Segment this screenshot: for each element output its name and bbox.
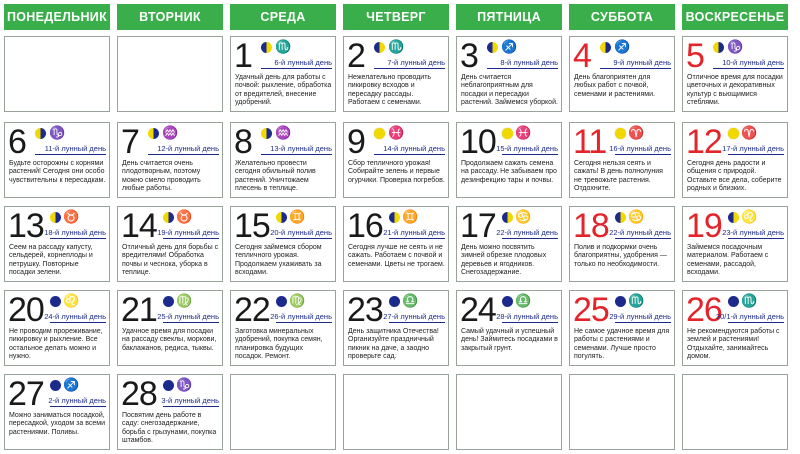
lunar-day-label: 25-й лунный день — [157, 312, 219, 321]
lunar-day-label: 23-й лунный день — [722, 228, 784, 237]
divider — [713, 68, 784, 69]
weekday-header: СУББОТА — [569, 4, 675, 30]
leo-icon: ♌ — [63, 293, 80, 308]
sagittarius-icon: ♐ — [614, 39, 631, 54]
moon-phase-icon — [261, 42, 272, 53]
lunar-day-label: 17-й лунный день — [722, 144, 784, 153]
virgo-icon: ♍ — [289, 293, 306, 308]
moon-phase-icon — [276, 212, 287, 223]
day-cell — [456, 206, 562, 282]
day-cell — [682, 206, 788, 282]
weekday-header: ВОСКРЕСЕНЬЕ — [682, 4, 788, 30]
gemini-icon: ♊ — [289, 209, 306, 224]
moon-phase-icon — [374, 42, 385, 53]
divider — [163, 406, 219, 407]
divider — [50, 238, 106, 239]
lunar-day-label: 8-й лунный день — [500, 58, 558, 67]
scorpio-icon: ♏ — [628, 293, 645, 308]
day-number: 20 — [8, 291, 44, 329]
day-number: 11 — [573, 123, 607, 161]
day-advice-text: Займемся посадочным материалом. Работаем с семенами, рассадой, всходами. — [687, 244, 769, 277]
divider — [261, 68, 332, 69]
day-number: 17 — [460, 207, 496, 245]
weekday-header: ВТОРНИК — [117, 4, 223, 30]
day-cell — [4, 374, 110, 450]
divider — [374, 154, 445, 155]
day-advice-text: Полив и подкормки очень благоприятны, удобрения — только по необходимости. — [574, 244, 667, 268]
divider — [276, 322, 332, 323]
day-advice-text: День считается неблагоприятным для посадки и пересадки растений. Займемся уборкой. — [461, 74, 558, 107]
empty-day-cell — [456, 374, 562, 450]
cancer-icon: ♋ — [628, 209, 645, 224]
lunar-day-label: 28-й лунный день — [496, 312, 558, 321]
day-advice-text: Сегодня лучше не сеять и не сажать. Работаем с почвой и семенами. Цветы не трогаем. — [348, 244, 445, 268]
lunar-day-label: 24-й лунный день — [44, 312, 106, 321]
divider — [261, 154, 332, 155]
sagittarius-icon: ♐ — [63, 377, 80, 392]
day-advice-text: День благоприятен для любых работ с почвой, семенами и растениями. — [574, 74, 655, 98]
moon-phase-icon — [50, 380, 61, 391]
divider — [163, 238, 219, 239]
moon-phase-icon — [615, 296, 626, 307]
day-advice-text: Сеем на рассаду капусту, сельдерей, корнеплоды и петрушку. Повторные посадки зелени. — [9, 244, 93, 277]
day-advice-text: Будьте осторожны с корнями растений! Сегодня они особо чувствительны к пересадкам. — [9, 160, 106, 184]
day-number: 27 — [8, 375, 44, 413]
day-advice-text: Можно заниматься посадкой, пересадкой, уходом за всеми растениями. Поливы. — [9, 412, 105, 436]
empty-day-cell — [682, 374, 788, 450]
day-cell — [569, 122, 675, 198]
moon-phase-icon — [163, 212, 174, 223]
day-number: 12 — [686, 123, 722, 161]
day-advice-text: День защитника Отечества! Организуйте праздничный пикник на даче, а заодно проверьте сад. — [348, 328, 439, 361]
capricorn-icon: ♑ — [176, 377, 193, 392]
divider — [50, 322, 106, 323]
moon-phase-icon — [389, 296, 400, 307]
day-cell — [117, 122, 223, 198]
divider — [728, 238, 784, 239]
day-cell — [4, 290, 110, 366]
lunar-day-label: 22-й лунный день — [609, 228, 671, 237]
empty-day-cell — [230, 374, 336, 450]
divider — [50, 406, 106, 407]
moon-phase-icon — [35, 128, 46, 139]
moon-phase-icon — [502, 296, 513, 307]
pisces-icon: ♓ — [515, 125, 532, 140]
lunar-day-label: 22-й лунный день — [496, 228, 558, 237]
day-advice-text: Не рекомендуются работы с землей и растениями! Отдыхайте, занимайтесь домом. — [687, 328, 780, 361]
moon-phase-icon — [487, 42, 498, 53]
day-number: 3 — [460, 37, 478, 75]
day-advice-text: Не самое удачное время для работы с растениями и семенами. Лучше просто погулять. — [574, 328, 670, 361]
virgo-icon: ♍ — [176, 293, 193, 308]
moon-phase-icon — [502, 212, 513, 223]
day-advice-text: Сбор тепличного урожая! Собирайте зелень и первые огурчики. Проверка погребов. — [348, 160, 445, 184]
scorpio-icon: ♏ — [275, 39, 292, 54]
moon-phase-icon — [600, 42, 611, 53]
divider — [276, 238, 332, 239]
calendar-grid — [4, 4, 796, 450]
lunar-day-label: 11-й лунный день — [44, 144, 106, 153]
divider — [502, 154, 558, 155]
day-cell — [343, 290, 449, 366]
lunar-day-label: 14-й лунный день — [383, 144, 445, 153]
day-cell — [4, 122, 110, 198]
day-cell — [343, 36, 449, 112]
day-advice-text: День можно посвятить зимней обрезке плодовых деревьев и ягодников. Снегозадержание. — [461, 244, 547, 277]
pisces-icon: ♓ — [388, 125, 405, 140]
day-number: 5 — [686, 37, 704, 75]
scorpio-icon: ♏ — [388, 39, 405, 54]
lunar-day-label: 10-й лунный день — [722, 58, 784, 67]
moon-phase-icon — [728, 128, 739, 139]
lunar-day-label: 19-й лунный день — [157, 228, 219, 237]
moon-phase-icon — [728, 212, 739, 223]
day-number: 13 — [8, 207, 44, 245]
day-number: 25 — [573, 291, 609, 329]
divider — [148, 154, 219, 155]
moon-phase-icon — [261, 128, 272, 139]
empty-day-cell — [4, 36, 110, 112]
weekday-header: ЧЕТВЕРГ — [343, 4, 449, 30]
divider — [615, 322, 671, 323]
aquarius-icon: ♒ — [162, 125, 179, 140]
day-advice-text: Заготовка минеральных удобрений, покупка семян, планировка будущих посадок. Ремонт. — [235, 328, 323, 361]
day-number: 16 — [347, 207, 383, 245]
day-number: 8 — [234, 123, 252, 161]
day-number: 7 — [121, 123, 139, 161]
divider — [600, 68, 671, 69]
taurus-icon: ♉ — [63, 209, 80, 224]
day-cell — [230, 206, 336, 282]
divider — [389, 322, 445, 323]
moon-phase-icon — [389, 212, 400, 223]
divider — [163, 322, 219, 323]
day-cell — [456, 290, 562, 366]
day-number: 18 — [573, 207, 609, 245]
day-cell — [682, 290, 788, 366]
day-cell — [569, 206, 675, 282]
aquarius-icon: ♒ — [275, 125, 292, 140]
cancer-icon: ♋ — [515, 209, 532, 224]
moon-phase-icon — [163, 296, 174, 307]
moon-phase-icon — [615, 212, 626, 223]
day-number: 14 — [121, 207, 157, 245]
divider — [487, 68, 558, 69]
moon-phase-icon — [148, 128, 159, 139]
day-number: 26 — [686, 291, 722, 329]
divider — [35, 154, 106, 155]
moon-phase-icon — [50, 212, 61, 223]
day-number: 23 — [347, 291, 383, 329]
day-number: 9 — [347, 123, 365, 161]
day-advice-text: Удачное время для посадки на рассаду свеклы, моркови, баклажанов, редиса, тыквы. — [122, 328, 217, 352]
day-number: 4 — [573, 37, 591, 75]
day-cell — [569, 290, 675, 366]
day-number: 24 — [460, 291, 496, 329]
divider — [374, 68, 445, 69]
divider — [615, 154, 671, 155]
lunar-day-label: 29-й лунный день — [609, 312, 671, 321]
divider — [728, 322, 784, 323]
day-number: 22 — [234, 291, 270, 329]
aries-icon: ♈ — [741, 125, 758, 140]
day-cell — [682, 36, 788, 112]
day-number: 1 — [234, 37, 252, 75]
capricorn-icon: ♑ — [49, 125, 66, 140]
day-number: 19 — [686, 207, 722, 245]
lunar-day-label: 20-й лунный день — [270, 228, 332, 237]
day-advice-text: Нежелательно проводить пикировку всходов и пересадку рассады. Работаем с семенами. — [348, 74, 432, 107]
scorpio-icon: ♏ — [741, 293, 758, 308]
day-cell — [4, 206, 110, 282]
day-cell — [682, 122, 788, 198]
day-advice-text: День считается очень плодотворным, поэтому можно смело проводить любые работы. — [122, 160, 201, 193]
day-number: 21 — [121, 291, 157, 329]
lunar-day-label: 13-й лунный день — [270, 144, 332, 153]
empty-day-cell — [343, 374, 449, 450]
taurus-icon: ♉ — [176, 209, 193, 224]
leo-icon: ♌ — [741, 209, 758, 224]
aries-icon: ♈ — [628, 125, 645, 140]
divider — [615, 238, 671, 239]
day-advice-text: Сегодня займемся сбором тепличного урожая. Продолжаем ухаживать за всходами. — [235, 244, 322, 277]
divider — [502, 322, 558, 323]
day-cell — [230, 122, 336, 198]
day-cell — [117, 290, 223, 366]
libra-icon: ♎ — [402, 293, 419, 308]
lunar-day-label: 2-й лунный день — [48, 396, 106, 405]
day-advice-text: Посвятим день работе в саду: снегозадержание, борьба с грызунами, покупка штамбов. — [122, 412, 217, 445]
day-number: 15 — [234, 207, 270, 245]
day-advice-text: Сегодня нельзя сеять и сажать! В день полнолуния не тревожьте растения. Отдохните. — [574, 160, 663, 193]
day-advice-text: Отличное время для посадки цветочных и декоративных культур с вьющимися стеблями. — [687, 74, 783, 107]
divider — [502, 238, 558, 239]
day-advice-text: Сегодня день радости и общения с природой. Оставьте все дела, соберите родных и близких. — [687, 160, 782, 193]
divider — [389, 238, 445, 239]
moon-phase-icon — [374, 128, 385, 139]
lunar-day-label: 9-й лунный день — [613, 58, 671, 67]
day-cell — [343, 206, 449, 282]
day-number: 28 — [121, 375, 157, 413]
day-advice-text: Желательно провести сегодня обильный полив растений. Уничтожаем плесень в теплице. — [235, 160, 316, 193]
lunar-day-label: 16-й лунный день — [609, 144, 671, 153]
lunar-day-label: 27-й лунный день — [383, 312, 445, 321]
day-cell — [230, 36, 336, 112]
moon-phase-icon — [276, 296, 287, 307]
day-advice-text: Отличный день для борьбы с вредителями! Обработка почвы и чеснока, уборка в теплице. — [122, 244, 219, 277]
lunar-day-label: 15-й лунный день — [496, 144, 558, 153]
gemini-icon: ♊ — [402, 209, 419, 224]
moon-phase-icon — [50, 296, 61, 307]
lunar-day-label: 7-й лунный день — [387, 58, 445, 67]
moon-phase-icon — [728, 296, 739, 307]
divider — [728, 154, 784, 155]
day-cell — [456, 36, 562, 112]
moon-phase-icon — [163, 380, 174, 391]
day-cell — [230, 290, 336, 366]
moon-phase-icon — [615, 128, 626, 139]
day-cell — [456, 122, 562, 198]
lunar-day-label: 3-й лунный день — [161, 396, 219, 405]
lunar-day-label: 12-й лунный день — [157, 144, 219, 153]
empty-day-cell — [569, 374, 675, 450]
weekday-header: ПОНЕДЕЛЬНИК — [4, 4, 110, 30]
day-number: 10 — [460, 123, 496, 161]
sagittarius-icon: ♐ — [501, 39, 518, 54]
day-advice-text: Продолжаем сажать семена на рассаду. Не забываем про дезинфекцию тары и почвы. — [461, 160, 557, 184]
lunar-day-label: 6-й лунный день — [274, 58, 332, 67]
day-cell — [343, 122, 449, 198]
day-number: 6 — [8, 123, 26, 161]
lunar-day-label: 30/1-й лунный день — [715, 312, 784, 321]
day-advice-text: Удачный день для работы с почвой: рыхление, обработка от вредителей, внесение удобрений. — [235, 74, 332, 107]
day-advice-text: Самый удачный и успешный день! Займитесь посадками в закрытый грунт. — [461, 328, 558, 352]
day-cell — [117, 374, 223, 450]
lunar-day-label: 18-й лунный день — [44, 228, 106, 237]
lunar-day-label: 26-й лунный день — [270, 312, 332, 321]
weekday-header: СРЕДА — [230, 4, 336, 30]
day-number: 2 — [347, 37, 365, 75]
libra-icon: ♎ — [515, 293, 532, 308]
empty-day-cell — [117, 36, 223, 112]
moon-phase-icon — [502, 128, 513, 139]
day-advice-text: Не проводим прореживание, пикировку и рыхление. Все остальное делать можно и нужно. — [9, 328, 103, 361]
capricorn-icon: ♑ — [727, 39, 744, 54]
lunar-day-label: 21-й лунный день — [383, 228, 445, 237]
weekday-header: ПЯТНИЦА — [456, 4, 562, 30]
day-cell — [569, 36, 675, 112]
moon-phase-icon — [713, 42, 724, 53]
day-cell — [117, 206, 223, 282]
